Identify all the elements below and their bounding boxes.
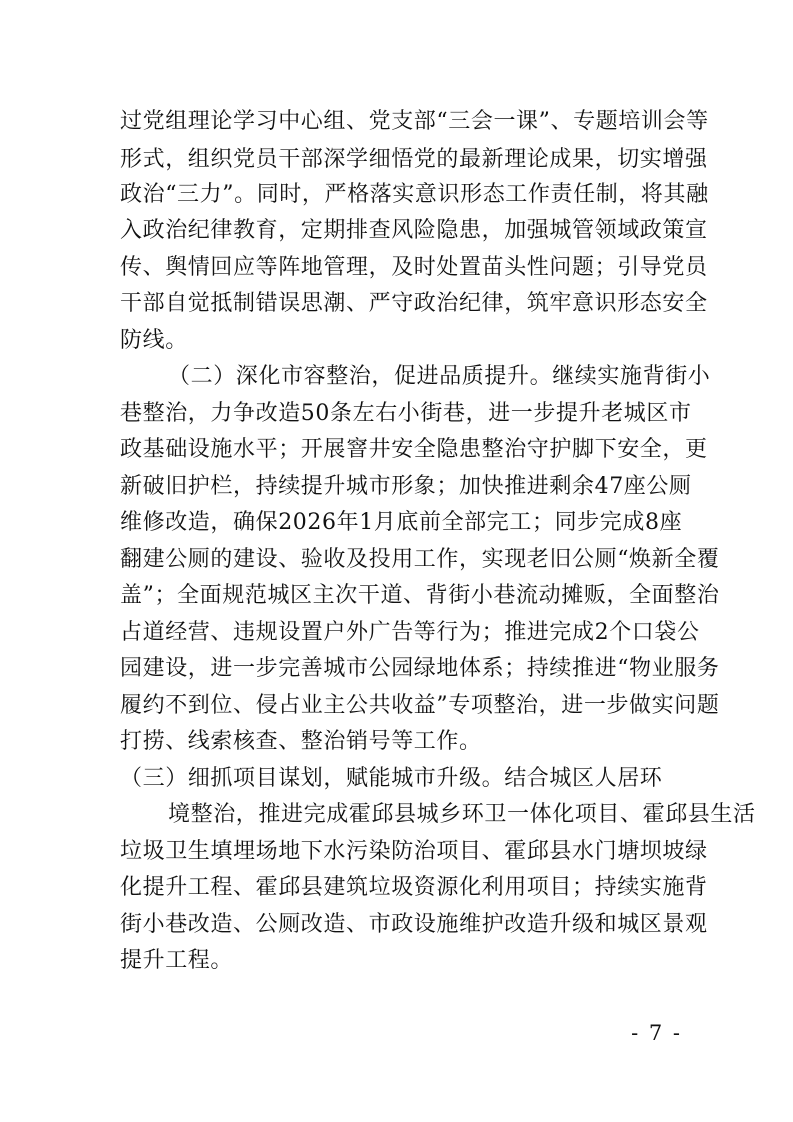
body-text-line: 新破旧护栏，持续提升城市形象；加快推进剩余47座公厕	[120, 474, 692, 499]
body-text-line: 园建设，进一步完善城市公园绿地体系；持续推进“物业服务	[120, 656, 720, 681]
body-text-line: 巷整治，力争改造50条左右小街巷，进一步提升老城区市	[120, 401, 692, 426]
body-text-line: 提升工程。	[120, 948, 234, 973]
body-text-line: 政治“三力”。同时，严格落实意识形态工作责任制，将其融	[120, 182, 709, 207]
body-text-line: 占道经营、违规设置户外广告等行为；推进完成2个口袋公	[120, 620, 700, 645]
body-text-line: 政基础设施水平；开展窨井安全隐患整治守护脚下安全，更	[120, 437, 708, 462]
body-text-line: 防线。	[120, 328, 188, 353]
body-text-line: 履约不到位、侵占业主公共收益”专项整治，进一步做实问题	[120, 693, 720, 718]
section-heading-line: 境整治，推进完成霍邱县城乡环卫一体化项目、霍邱县生活	[168, 802, 756, 827]
body-text-line: 街小巷改造、公厕改造、市政设施维护改造升级和城区景观	[120, 912, 708, 937]
body-text-line: 过党组理论学习中心组、党支部“三会一课”、专题培训会等	[120, 109, 709, 134]
body-text-line: 翻建公厕的建设、验收及投用工作，实现老旧公厕“焕新全覆	[120, 547, 720, 572]
body-text-line: 盖”；全面规范城区主次干道、背街小巷流动摊贩，全面整治	[120, 583, 720, 608]
body-text-line: 干部自觉抵制错误思潮、严守政治纪律，筑牢意识形态安全	[120, 291, 708, 316]
body-text-line: 形式，组织党员干部深学细悟党的最新理论成果，切实增强	[120, 147, 708, 172]
page-number: - 7 -	[631, 1021, 682, 1045]
body-text-line: 化提升工程、霍邱县建筑垃圾资源化利用项目；持续实施背	[120, 875, 708, 900]
body-text-line: 入政治纪律教育，定期排查风险隐患，加强城管领域政策宣	[120, 218, 708, 243]
section-heading-line: （二）深化市容整治，促进品质提升。继续实施背街小	[168, 364, 711, 389]
body-text-line: 垃圾卫生填埋场地下水污染防治项目、霍邱县水门塘坝坡绿	[120, 839, 708, 864]
body-text-line: 维修改造，确保2026年1月底前全部完工；同步完成8座	[120, 510, 683, 535]
body-text-line: 传、舆情回应等阵地管理，及时处置苗头性问题；引导党员	[120, 255, 708, 280]
body-text-line: 打捞、线索核查、整治销号等工作。	[120, 729, 482, 754]
body-text-line: （三）细抓项目谋划，赋能城市升级。结合城区人居环	[120, 766, 663, 791]
